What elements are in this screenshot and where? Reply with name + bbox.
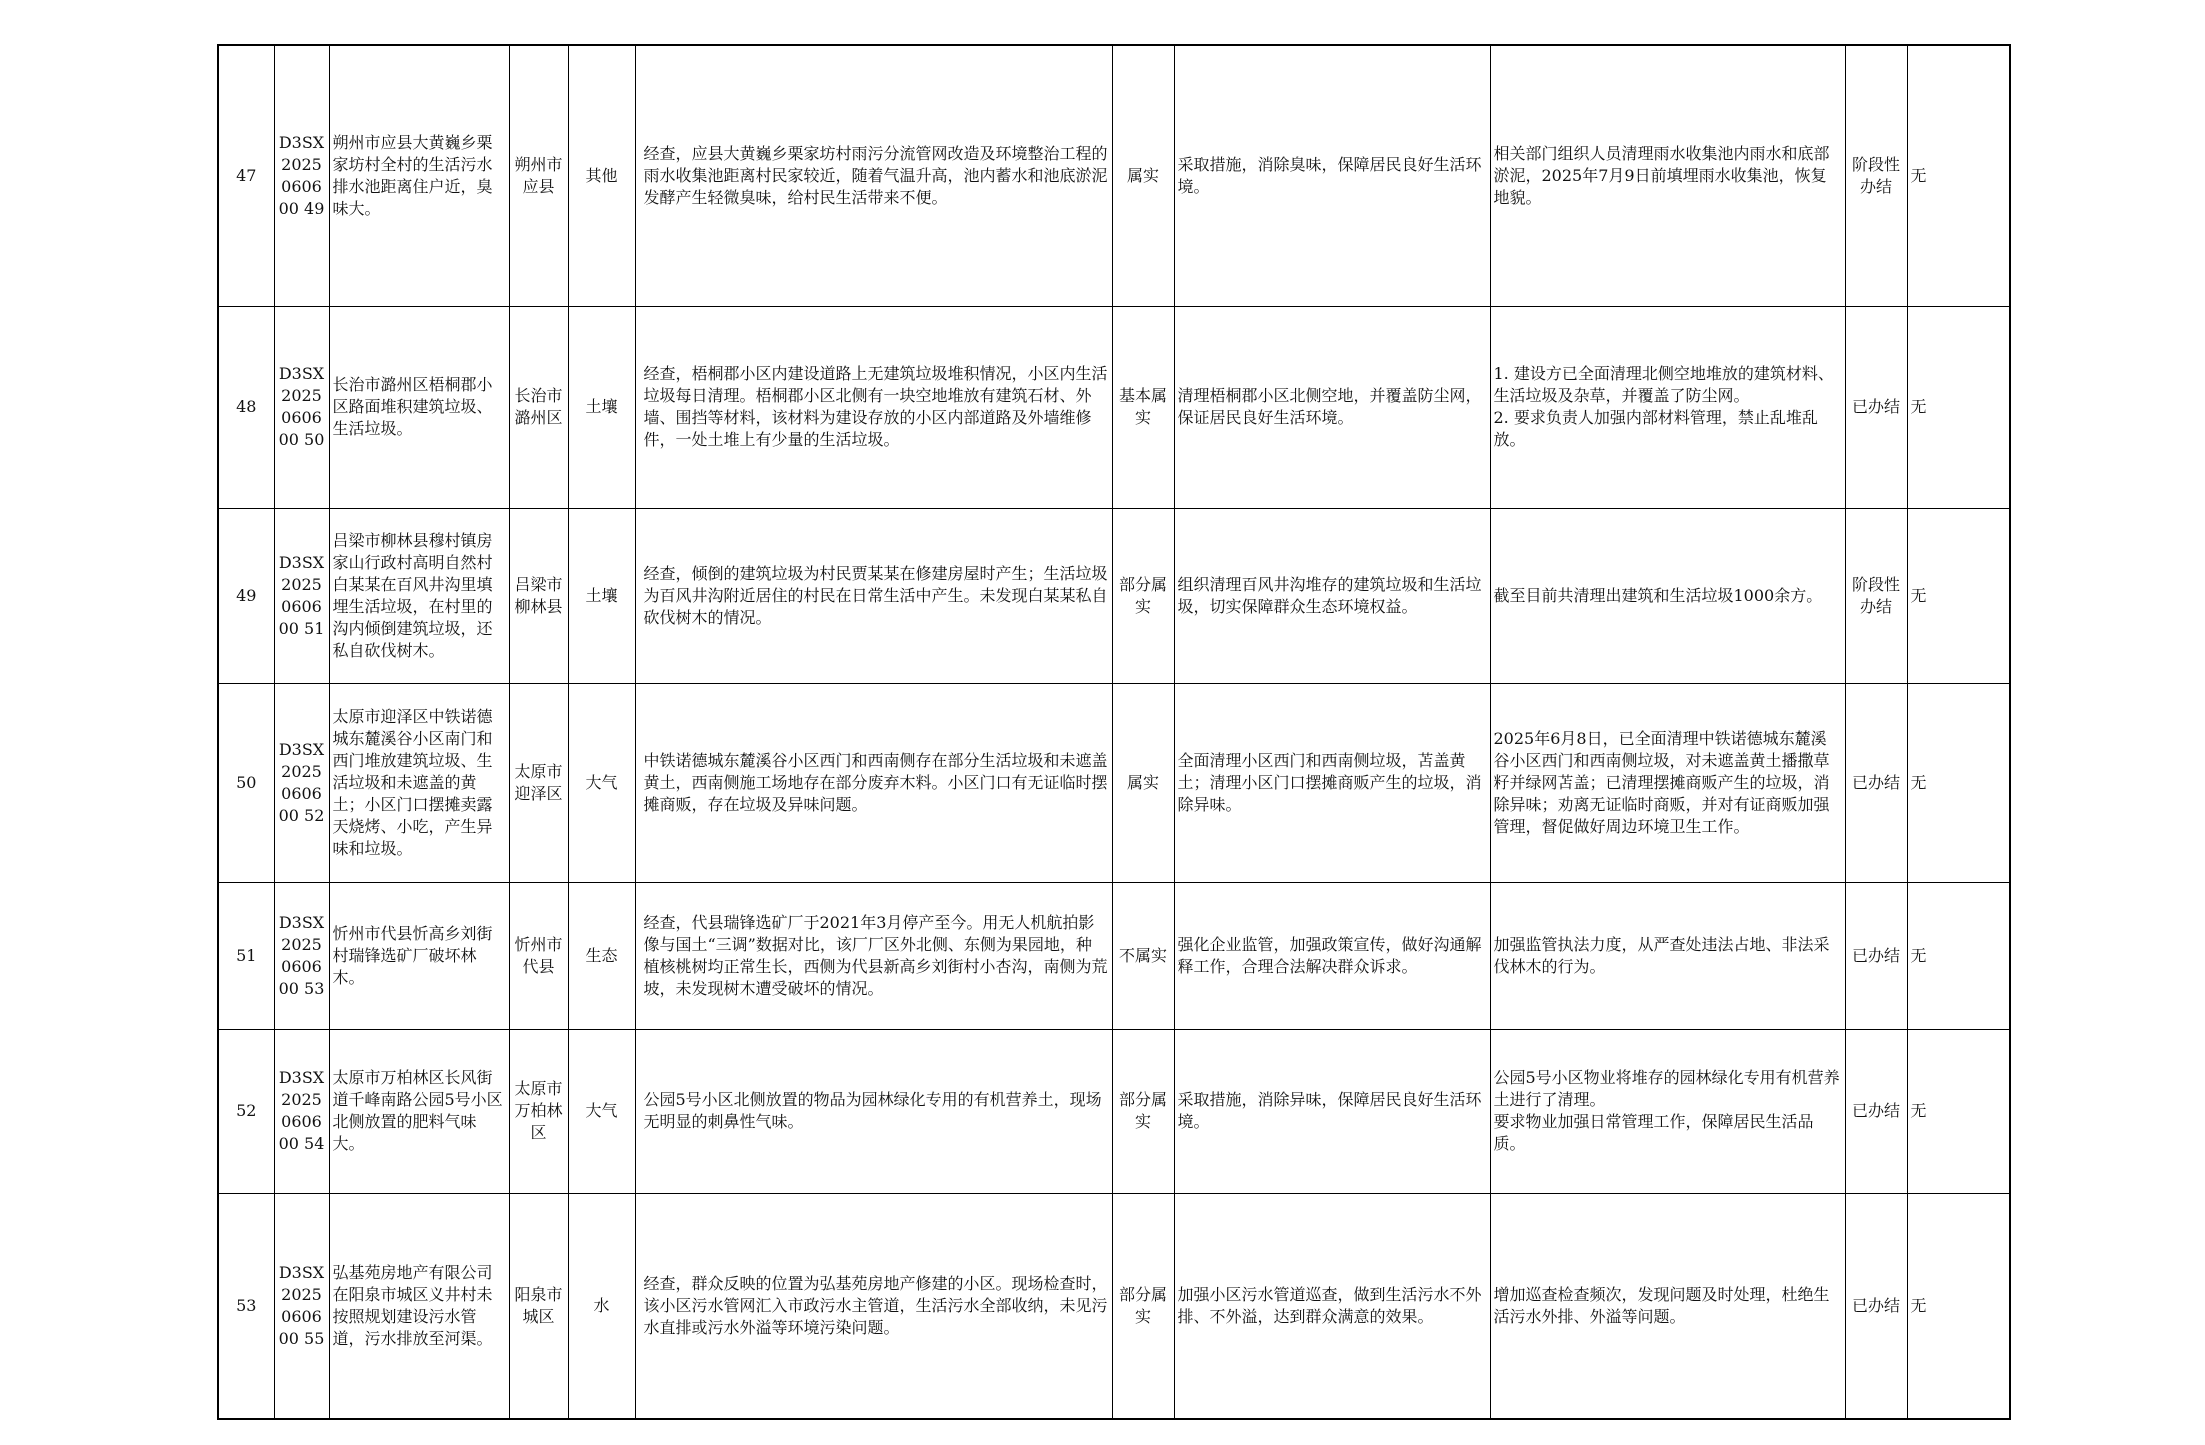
pollution-type: 其他: [568, 45, 635, 306]
complaint-table: [217, 44, 2011, 1420]
accountability: 无: [1907, 306, 2010, 508]
verdict: 部分属实: [1112, 1029, 1174, 1193]
accountability: 无: [1907, 1029, 2010, 1193]
measures: 全面清理小区西门和西南侧垃圾，苫盖黄土；清理小区门口摆摊商贩产生的垃圾，消除异味。: [1174, 683, 1490, 882]
row-number: 50: [218, 683, 274, 882]
region: 吕梁市柳林县: [509, 508, 568, 683]
pollution-type: 土壤: [568, 306, 635, 508]
measures: 采取措施，消除臭味，保障居民良好生活环境。: [1174, 45, 1490, 306]
table-row: [218, 683, 2010, 882]
table-row: [218, 306, 2010, 508]
row-number: 48: [218, 306, 274, 508]
status: 已办结: [1845, 1029, 1907, 1193]
status: 已办结: [1845, 882, 1907, 1029]
verdict: 部分属实: [1112, 508, 1174, 683]
complaint-content: 弘基苑房地产有限公司在阳泉市城区义井村未按照规划建设污水管道，污水排放至河渠。: [329, 1193, 509, 1419]
row-number: 47: [218, 45, 274, 306]
row-number: 49: [218, 508, 274, 683]
verdict: 属实: [1112, 683, 1174, 882]
accountability: 无: [1907, 508, 2010, 683]
handling-result: 截至目前共清理出建筑和生活垃圾1000余方。: [1490, 508, 1845, 683]
region: 太原市迎泽区: [509, 683, 568, 882]
case-code: D3SX2025060600 50: [274, 306, 329, 508]
measures: 采取措施，消除异味，保障居民良好生活环境。: [1174, 1029, 1490, 1193]
table-row: [218, 508, 2010, 683]
accountability: 无: [1907, 45, 2010, 306]
measures: 加强小区污水管道巡查，做到生活污水不外排、不外溢，达到群众满意的效果。: [1174, 1193, 1490, 1419]
investigation-findings: 经查，倾倒的建筑垃圾为村民贾某某在修建房屋时产生；生活垃圾为百风井沟附近居住的村民在日常生活中产生。未发现白某某私自砍伐树木的情况。: [635, 508, 1112, 683]
measures: 清理梧桐郡小区北侧空地，并覆盖防尘网，保证居民良好生活环境。: [1174, 306, 1490, 508]
verdict: 基本属实: [1112, 306, 1174, 508]
complaint-content: 长治市潞州区梧桐郡小区路面堆积建筑垃圾、生活垃圾。: [329, 306, 509, 508]
case-code: D3SX2025060600 54: [274, 1029, 329, 1193]
pollution-type: 大气: [568, 1029, 635, 1193]
region: 阳泉市城区: [509, 1193, 568, 1419]
case-code: D3SX2025060600 49: [274, 45, 329, 306]
investigation-findings: 中铁诺德城东麓溪谷小区西门和西南侧存在部分生活垃圾和未遮盖黄土，西南侧施工场地存在部分废弃木料。小区门口有无证临时摆摊商贩，存在垃圾及异味问题。: [635, 683, 1112, 882]
status: 阶段性办结: [1845, 508, 1907, 683]
pollution-type: 大气: [568, 683, 635, 882]
investigation-findings: 经查，代县瑞锋选矿厂于2021年3月停产至今。用无人机航拍影像与国土“三调”数据对比，该厂厂区外北侧、东侧为果园地，种植核桃树均正常生长，西侧为代县新高乡刘街村小杏沟，南侧为荒坡，未发现树木遭受破坏的情况。: [635, 882, 1112, 1029]
handling-result: 2025年6月8日，已全面清理中铁诺德城东麓溪谷小区西门和西南侧垃圾，对未遮盖黄土播撒草籽并绿网苫盖；已清理摆摊商贩产生的垃圾，消除异味；劝离无证临时商贩，并对有证商贩加强管理，督促做好周边环境卫生工作。: [1490, 683, 1845, 882]
region: 朔州市应县: [509, 45, 568, 306]
accountability: 无: [1907, 683, 2010, 882]
investigation-findings: 公园5号小区北侧放置的物品为园林绿化专用的有机营养土，现场无明显的刺鼻性气味。: [635, 1029, 1112, 1193]
handling-result: 公园5号小区物业将堆存的园林绿化专用有机营养土进行了清理。 要求物业加强日常管理工作，保障居民生活品质。: [1490, 1029, 1845, 1193]
region: 长治市潞州区: [509, 306, 568, 508]
table-row: [218, 1029, 2010, 1193]
complaint-content: 忻州市代县忻高乡刘街村瑞锋选矿厂破坏林木。: [329, 882, 509, 1029]
case-code: D3SX2025060600 55: [274, 1193, 329, 1419]
verdict: 部分属实: [1112, 1193, 1174, 1419]
accountability: 无: [1907, 882, 2010, 1029]
investigation-findings: 经查，应县大黄巍乡栗家坊村雨污分流管网改造及环境整治工程的雨水收集池距离村民家较近，随着气温升高，池内蓄水和池底淤泥发酵产生轻微臭味，给村民生活带来不便。: [635, 45, 1112, 306]
complaint-content: 吕梁市柳林县穆村镇房家山行政村高明自然村白某某在百风井沟里填埋生活垃圾，在村里的沟内倾倒建筑垃圾，还私自砍伐树木。: [329, 508, 509, 683]
handling-result: 增加巡查检查频次，发现问题及时处理，杜绝生活污水外排、外溢等问题。: [1490, 1193, 1845, 1419]
status: 已办结: [1845, 306, 1907, 508]
pollution-type: 土壤: [568, 508, 635, 683]
row-number: 51: [218, 882, 274, 1029]
region: 太原市万柏林区: [509, 1029, 568, 1193]
measures: 组织清理百风井沟堆存的建筑垃圾和生活垃圾，切实保障群众生态环境权益。: [1174, 508, 1490, 683]
measures: 强化企业监管，加强政策宣传，做好沟通解释工作，合理合法解决群众诉求。: [1174, 882, 1490, 1029]
accountability: 无: [1907, 1193, 2010, 1419]
case-code: D3SX2025060600 52: [274, 683, 329, 882]
pollution-type: 水: [568, 1193, 635, 1419]
region: 忻州市代县: [509, 882, 568, 1029]
complaint-content: 太原市万柏林区长风街道千峰南路公园5号小区北侧放置的肥料气味大。: [329, 1029, 509, 1193]
status: 已办结: [1845, 1193, 1907, 1419]
table-row: [218, 882, 2010, 1029]
status: 阶段性办结: [1845, 45, 1907, 306]
handling-result: 1. 建设方已全面清理北侧空地堆放的建筑材料、生活垃圾及杂草，并覆盖了防尘网。 2. 要求负责人加强内部材料管理，禁止乱堆乱放。: [1490, 306, 1845, 508]
pollution-type: 生态: [568, 882, 635, 1029]
investigation-findings: 经查，群众反映的位置为弘基苑房地产修建的小区。现场检查时，该小区污水管网汇入市政污水主管道，生活污水全部收纳，未见污水直排或污水外溢等环境污染问题。: [635, 1193, 1112, 1419]
complaint-content: 朔州市应县大黄巍乡栗家坊村全村的生活污水排水池距离住户近，臭味大。: [329, 45, 509, 306]
row-number: 52: [218, 1029, 274, 1193]
row-number: 53: [218, 1193, 274, 1419]
handling-result: 相关部门组织人员清理雨水收集池内雨水和底部淤泥，2025年7月9日前填埋雨水收集池，恢复地貌。: [1490, 45, 1845, 306]
status: 已办结: [1845, 683, 1907, 882]
case-code: D3SX2025060600 53: [274, 882, 329, 1029]
table-body: [218, 45, 2010, 1419]
investigation-findings: 经查，梧桐郡小区内建设道路上无建筑垃圾堆积情况，小区内生活垃圾每日清理。梧桐郡小区北侧有一块空地堆放有建筑石材、外墙、围挡等材料，该材料为建设存放的小区内部道路及外墙维修件，一处土堆上有少量的生活垃圾。: [635, 306, 1112, 508]
table-row: [218, 45, 2010, 306]
case-code: D3SX2025060600 51: [274, 508, 329, 683]
verdict: 不属实: [1112, 882, 1174, 1029]
table-row: [218, 1193, 2010, 1419]
handling-result: 加强监管执法力度，从严查处违法占地、非法采伐林木的行为。: [1490, 882, 1845, 1029]
verdict: 属实: [1112, 45, 1174, 306]
complaint-content: 太原市迎泽区中铁诺德城东麓溪谷小区南门和西门堆放建筑垃圾、生活垃圾和未遮盖的黄土；小区门口摆摊卖露天烧烤、小吃，产生异味和垃圾。: [329, 683, 509, 882]
